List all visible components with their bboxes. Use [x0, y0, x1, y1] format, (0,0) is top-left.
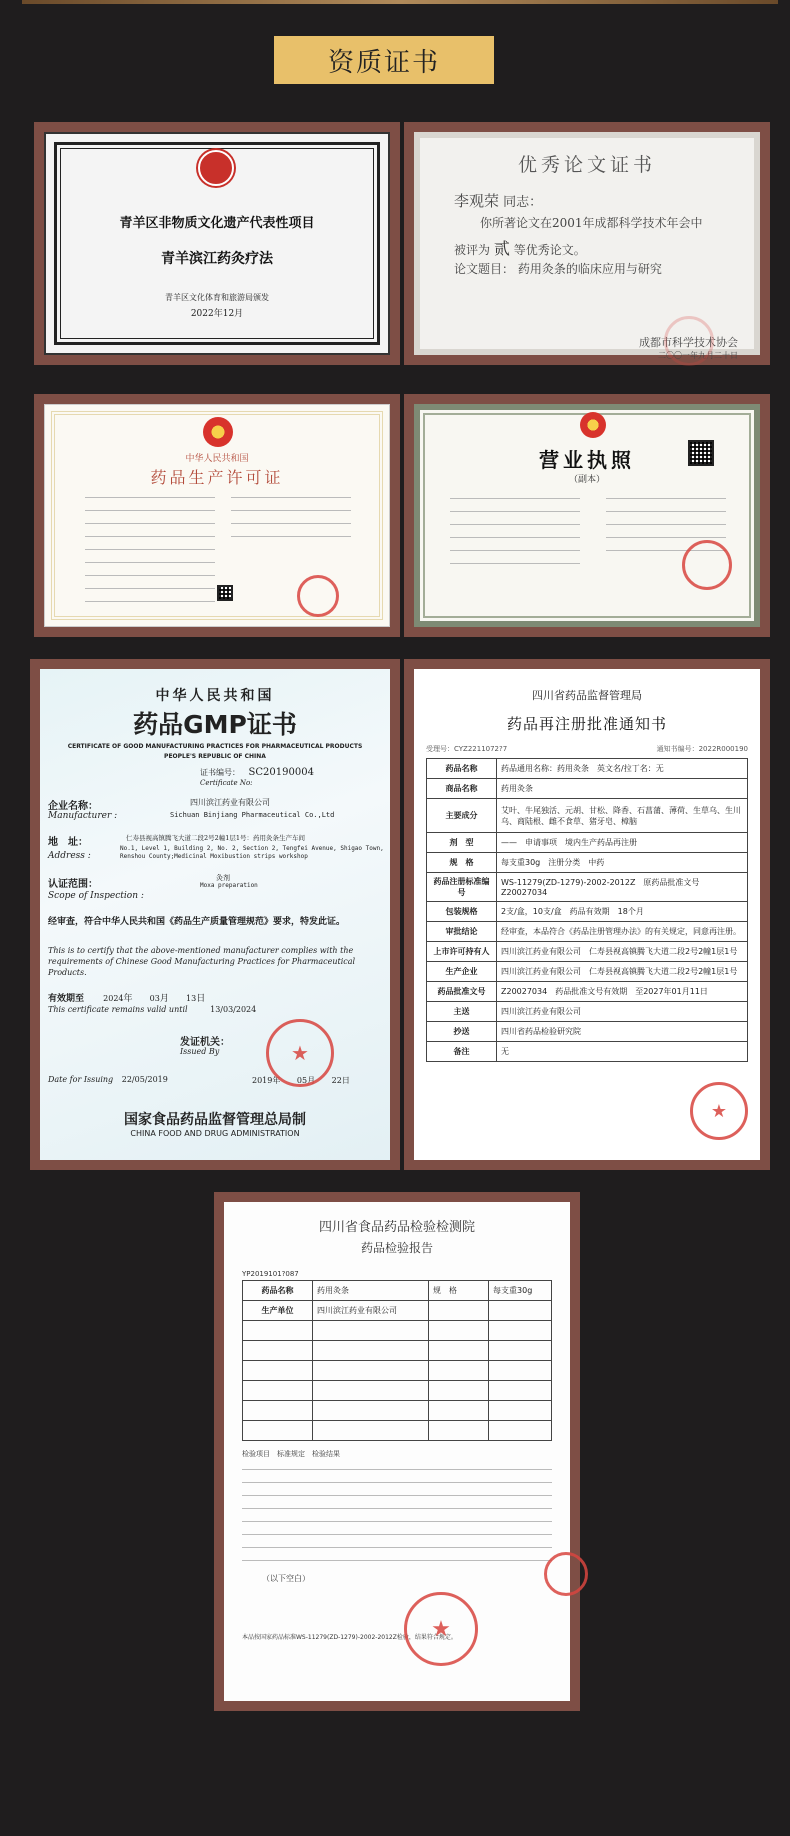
report-org: 四川省食品药品检验检测院: [318, 1220, 475, 1235]
report-result-header: 检验项目 标准规定 检验结果: [242, 1450, 340, 1458]
reg-table-row: [427, 1022, 748, 1042]
gmp-valid-en-label: This certificate remains valid until: [48, 1005, 188, 1014]
reg-notice-no-label: 通知书编号：: [656, 745, 699, 753]
report-certificate-frame: [214, 1192, 580, 1711]
reg-title: 药品再注册批准通知书: [506, 715, 667, 733]
gmp-company-en: Sichuan Binjiang Pharmaceutical Co.,Ltd: [170, 811, 335, 819]
heritage-project: 青羊滨江药灸疗法: [161, 251, 273, 267]
business-emblem-icon: [580, 412, 606, 438]
gmp-valid-day-unit: 日: [196, 994, 206, 1004]
license-certificate: [44, 404, 390, 627]
reg-row-key: 包装规格: [427, 902, 497, 922]
reg-row-key: 生产企业: [427, 962, 497, 982]
reg-notice-no: 2022R000190: [698, 745, 748, 753]
reg-row-key: 备注: [427, 1042, 497, 1062]
gmp-scope: 灸剂: [216, 874, 230, 882]
reg-table-row: [427, 1002, 748, 1022]
gmp-valid-month-unit: 月: [159, 994, 169, 1004]
heritage-issuer: 青羊区文化体育和旅游局颁发: [165, 293, 269, 302]
reg-row-key: 抄送: [427, 1022, 497, 1042]
reg-table-row: [427, 942, 748, 962]
report-end-mark: （以下空白）: [262, 1574, 310, 1583]
report-certificate: [224, 1202, 570, 1701]
gmp-issue-year-unit: 年: [272, 1076, 281, 1085]
gmp-title-prefix: 药品: [133, 710, 184, 739]
reg-table-row: [427, 982, 748, 1002]
gmp-valid-month: 03: [149, 994, 160, 1003]
license-qr-icon: [217, 585, 233, 601]
reg-row-value: 无: [497, 1042, 748, 1062]
business-certificate: [414, 404, 760, 627]
reg-row-key: 主要成分: [427, 799, 497, 833]
gmp-issue-month: 05: [296, 1076, 308, 1085]
paper-salutation: 同志：: [503, 195, 543, 210]
reg-table-row: [427, 873, 748, 902]
heritage-logo-icon: [198, 150, 234, 186]
gmp-en-country: PEOPLE'S REPUBLIC OF CHINA: [164, 753, 266, 760]
reg-accept-no: CYZ2211072?7: [454, 745, 508, 753]
paper-certificate: [414, 132, 760, 360]
paper-body-line3: 等优秀论文。: [513, 243, 586, 257]
reg-table-row: [427, 779, 748, 799]
reg-row-key: 审批结论: [427, 922, 497, 942]
reg-row-value: 2支/盒，10支/盒 药品有效期 18个月: [497, 902, 748, 922]
gmp-company-en-label: Manufacturer :: [48, 811, 118, 821]
gmp-cert-no: SC20190004: [248, 767, 314, 778]
paper-title: 优秀论文证书: [517, 154, 656, 176]
reg-seal-icon: ★: [690, 1082, 748, 1140]
gmp-cert-no-label: 证书编号：: [200, 768, 240, 777]
gmp-issue-en: 22/05/2019: [121, 1075, 168, 1084]
business-subtitle: （副本）: [568, 475, 605, 485]
paper-issuer: 成都市科学技术协会: [639, 336, 738, 349]
reg-row-value: —— 申请事项 境内生产药品再注册: [497, 833, 748, 853]
paper-topic: 药用灸条的临床应用与研究: [517, 262, 662, 276]
national-emblem-icon: [203, 417, 233, 447]
gmp-address: 仁寿县视高镇腾飞大道二段2号2幢1层1号：药用灸条生产车间: [126, 834, 306, 842]
reg-row-value: Z20027034 药品批准文号有效期 至2027年01月11日: [497, 982, 748, 1002]
gmp-address-en: No.1, Level 1, Building 2, No. 2, Section 2, Tengfei Avenue, Shigao Town, Renshou County;Medicinal Moxibustion strips workshop: [120, 845, 384, 860]
reg-table-row: [427, 962, 748, 982]
reg-table: [426, 758, 748, 1062]
reg-row-value: 药品通用名称：药用灸条 英文名/拉丁名：无: [497, 759, 748, 779]
paper-body-line1: 你所著论文在2001年成都科学技术年会中: [480, 216, 703, 230]
reg-row-key: 主送: [427, 1002, 497, 1022]
gmp-cert-no-en: Certificate No:: [200, 779, 253, 787]
gmp-seal-icon: ★: [266, 1019, 334, 1087]
gmp-valid-en: 13/03/2024: [210, 1005, 257, 1014]
gmp-certificate: [40, 669, 390, 1160]
gmp-scope-en-label: Scope of Inspection :: [48, 891, 144, 901]
paper-topic-label: 论文题目：: [454, 262, 515, 276]
report-spec: 每支重30g: [489, 1281, 552, 1301]
reg-row-value: WS-11279(ZD-1279)-2002-2012Z 原药品批准文号 Z20027034: [497, 873, 748, 902]
gmp-issue-month-unit: 月: [307, 1076, 316, 1085]
report-product: 药用灸条: [313, 1281, 429, 1301]
gmp-issue-en-label: Date for Issuing: [48, 1075, 114, 1084]
gmp-statement-en: This is to certify that the above-mentioned manufacturer complies with the requirements of Chinese Good Manufacturing Practices for Pharmaceutical Products.: [48, 946, 356, 977]
reg-row-key: 上市许可持有人: [427, 942, 497, 962]
gmp-en-title: CERTIFICATE OF GOOD MANUFACTURING PRACTICES FOR PHARMACEUTICAL PRODUCTS: [67, 743, 363, 750]
license-field-lines: [85, 497, 215, 614]
report-info-table: 药品名称 药用灸条 规 格 每支重30g 生产单位 四川滨江药业有限公司: [242, 1280, 552, 1441]
paper-grade: 贰: [493, 239, 510, 258]
gmp-title-suffix: 证书: [246, 710, 297, 739]
gmp-address-en-label: Address :: [48, 851, 91, 861]
report-result-lines: [242, 1469, 552, 1561]
reg-row-key: 药品批准文号: [427, 982, 497, 1002]
license-seal-icon: [297, 575, 339, 617]
license-field-lines-right: [231, 497, 351, 549]
gmp-company-label: 企业名称：: [48, 801, 98, 812]
gmp-certificate-frame: [30, 659, 400, 1170]
gmp-company: 四川滨江药业有限公司: [190, 798, 270, 807]
report-conclusion: 本品按国家药品标准WS-11279(ZD-1279)-2002-2012Z检验，结果符合规定。: [242, 1634, 457, 1641]
reg-row-value: 四川滨江药业有限公司: [497, 1002, 748, 1022]
license-title: 药品生产许可证: [150, 468, 284, 487]
reg-table-row: [427, 1042, 748, 1062]
gmp-valid-label: 有效期至: [48, 994, 85, 1004]
reg-row-value: 经审查，本品符合《药品注册管理办法》的有关规定，同意再注册。: [497, 922, 748, 942]
gmp-statement: 经审查，符合中华人民共和国《药品生产质量管理规范》要求，特发此证。: [48, 917, 346, 927]
business-certificate-frame: [404, 394, 770, 637]
reg-row-key: 药品注册标准编号: [427, 873, 497, 902]
paper-date: 二〇〇一年九月二十日: [658, 351, 738, 360]
business-title: 营业执照: [539, 448, 635, 472]
gmp-address-label: 地 址：: [48, 837, 88, 848]
reg-row-key: 规 格: [427, 853, 497, 873]
report-edge-seal-icon: [544, 1552, 588, 1596]
gmp-scope-en: Moxa preparation: [200, 882, 258, 889]
business-seal-icon: [682, 540, 732, 590]
gmp-issue-year: 2019: [252, 1076, 273, 1085]
gmp-issue-day-unit: 日: [341, 1076, 350, 1085]
paper-seal-icon: [664, 316, 714, 366]
reg-table-row: [427, 902, 748, 922]
reg-table-row: [427, 833, 748, 853]
heritage-date: 2022年12月: [190, 309, 244, 319]
heritage-certificate-frame: [34, 122, 400, 365]
report-title: 药品检验报告: [360, 1241, 433, 1255]
heritage-heading: 青羊区非物质文化遗产代表性项目: [119, 216, 315, 231]
reg-table-row: [427, 759, 748, 779]
heritage-certificate: [44, 132, 390, 355]
reg-row-key: 剂 型: [427, 833, 497, 853]
business-qr-icon: [688, 440, 714, 466]
gmp-issuer-label: 发证机关：: [180, 1037, 230, 1048]
report-manufacturer: 四川滨江药业有限公司: [313, 1301, 429, 1321]
reg-row-value: 药用灸条: [497, 779, 748, 799]
section-title: 资质证书: [274, 36, 494, 84]
reg-org: 四川省药品监督管理局: [532, 689, 642, 702]
gmp-scope-label: 认证范围：: [48, 879, 98, 890]
reg-accept-no-label: 受理号：: [426, 745, 454, 753]
gmp-valid-year-unit: 年: [123, 994, 133, 1004]
paper-body-line2: 被评为: [454, 243, 491, 257]
gmp-authority: 国家食品药品监督管理总局制: [124, 1112, 306, 1128]
license-certificate-frame: [34, 394, 400, 637]
gmp-country: 中华人民共和国: [155, 688, 275, 704]
gmp-authority-en: CHINA FOOD AND DRUG ADMINISTRATION: [130, 1129, 300, 1138]
reg-row-key: 商品名称: [427, 779, 497, 799]
reg-row-value: 四川省药品检验研究院: [497, 1022, 748, 1042]
gmp-issuer-en-label: Issued By: [180, 1047, 220, 1056]
reg-certificate: [414, 669, 760, 1160]
reg-row-key: 药品名称: [427, 759, 497, 779]
gmp-valid-day: 13: [186, 994, 197, 1003]
top-decorative-strip: [22, 0, 778, 4]
paper-recipient: 李观荣: [454, 192, 500, 210]
report-no: YP2019101?087: [242, 1270, 299, 1278]
reg-certificate-frame: [404, 659, 770, 1170]
reg-row-value: 艾叶、牛尾独活、元胡、甘松、降香、石菖蒲、薄荷、生草乌、生川乌、商陆根、雌不食草、猪牙皂、樟脑: [497, 799, 748, 833]
reg-row-value: 四川滨江药业有限公司 仁寿县视高镇腾飞大道二段2号2幢1层1号: [497, 942, 748, 962]
reg-table-row: [427, 853, 748, 873]
gmp-issue-day: 22: [331, 1076, 342, 1085]
reg-row-value: 每支重30g 注册分类 中药: [497, 853, 748, 873]
gmp-title-gmp: GMP: [183, 710, 247, 739]
license-country: 中华人民共和国: [185, 454, 249, 464]
gmp-valid-year: 2024: [103, 994, 124, 1003]
reg-row-value: 四川滨江药业有限公司 仁寿县视高镇腾飞大道二段2号2幢1层1号: [497, 962, 748, 982]
paper-certificate-frame: [404, 122, 770, 365]
report-seal-icon: ★: [404, 1592, 478, 1666]
reg-table-row: [427, 799, 748, 833]
business-field-lines: [450, 498, 580, 576]
reg-table-row: [427, 922, 748, 942]
